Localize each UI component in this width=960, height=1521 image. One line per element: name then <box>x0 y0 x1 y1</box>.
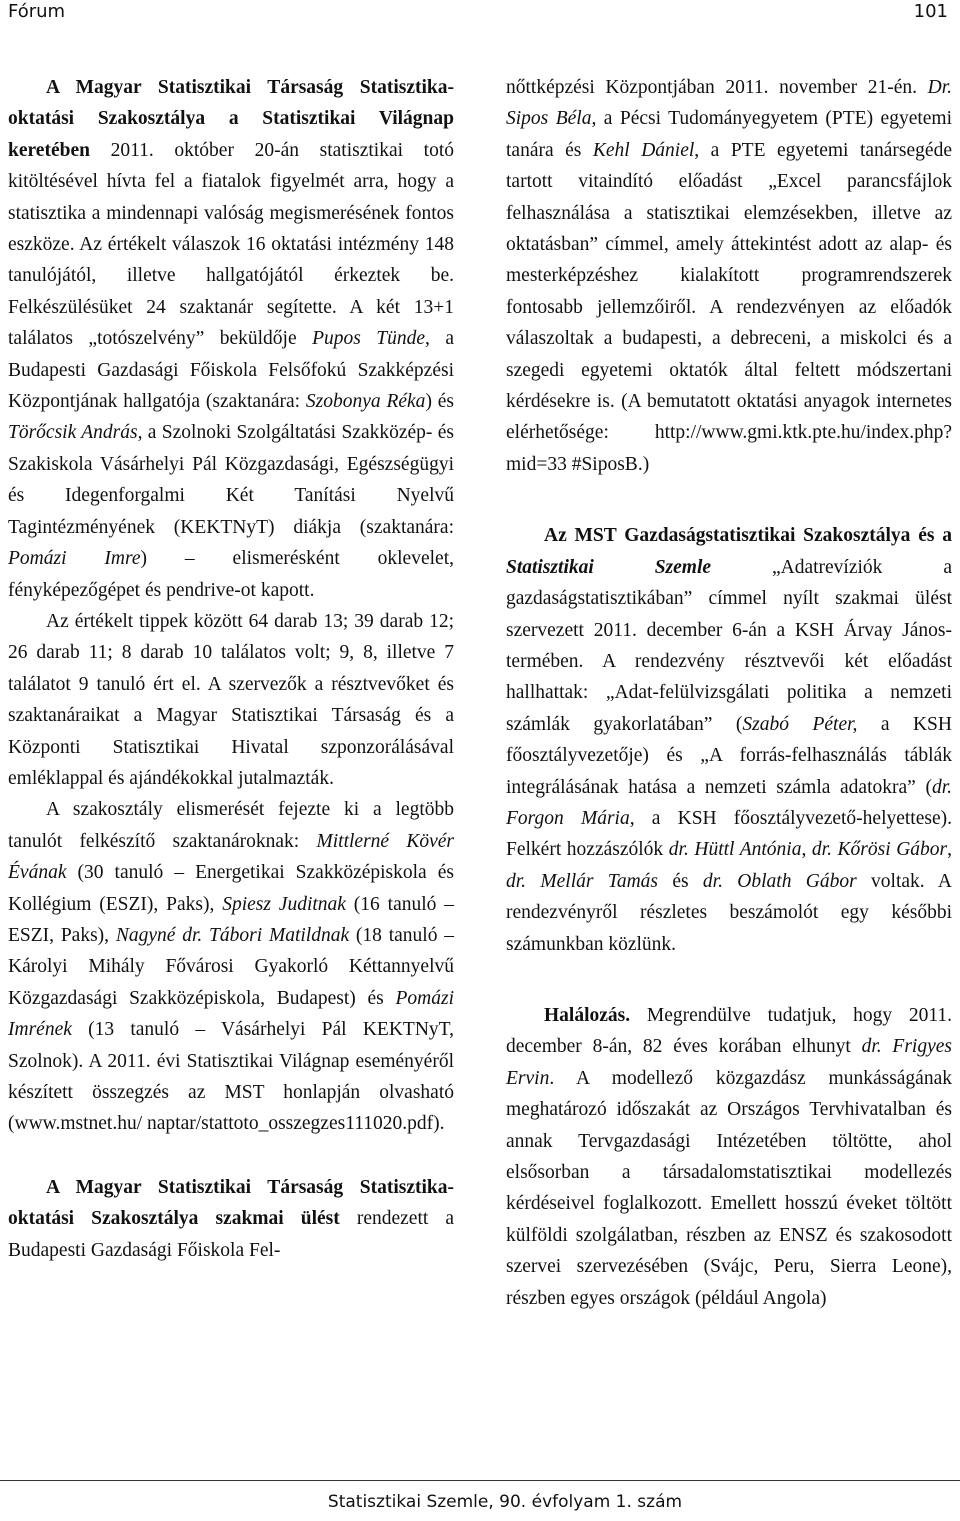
page-number: 101 <box>913 1 948 22</box>
text-run: Kehl Dániel <box>592 139 695 161</box>
text-run: ) – elismerésként oklevelet, fényképezőgépet és pendrive-ot kapott. <box>8 548 454 601</box>
text-run: Mittlerné Kövér Évának <box>8 830 454 884</box>
paragraph-gap <box>506 960 952 1000</box>
text-run: dr. Oblath Gábor <box>702 870 857 892</box>
left-column <box>8 72 454 1266</box>
text-run: (18 tanuló – Károlyi Mihály Fővárosi Gyakorló Kéttannyelvű Közgazdasági Szakközépiskola, Budapest) és <box>8 924 455 1009</box>
text-run: voltak. A rendezvényről részletes beszámolót egy későbbi számunkban közlünk. <box>506 870 952 955</box>
text-run: Szobonya Réka <box>305 391 426 413</box>
text-run: és <box>658 870 703 892</box>
text-run: A Magyar Statisztikai Társaság Statisztika-oktatási Szakosztálya a Statisztikai Világnap keretében <box>8 77 454 161</box>
text-run: Dr. Sipos Béla <box>506 77 952 130</box>
paragraph-tip-results <box>8 606 454 794</box>
text-run: , a Budapesti Gazdasági Főiskola Felsőfokú Szakképzési Központjának hallgatója (szaktanára: <box>8 328 455 413</box>
text-run: Statisztikai Szemle <box>506 556 712 578</box>
text-run: Szabó Péter, <box>742 713 858 735</box>
text-run: dr. Mellár Tamás <box>506 870 659 892</box>
text-run: Törőcsik András <box>8 422 138 444</box>
text-run: a KSH főosztályvezetője) és „A forrás-felhasználás táblák integrálásának hatása a nemzeti számla adatokra” ( <box>506 713 952 798</box>
text-run: , a KSH főosztályvezető-helyettese). Felkért hozzászólók <box>506 807 952 861</box>
paragraph-teacher-recognition <box>8 794 454 1139</box>
text-run: Spiesz Juditnak <box>222 893 346 915</box>
paragraph-gap <box>506 480 952 520</box>
paragraph-professional-meeting <box>8 1172 454 1266</box>
text-run: Az MST Gazdaságstatisztikai Szakosztálya és a <box>544 525 952 547</box>
text-run: dr. Frigyes Ervin <box>506 1036 953 1089</box>
text-run: Pomázi Imre <box>8 548 141 570</box>
text-run: Pupos Tünde <box>312 328 426 350</box>
footer-divider <box>0 1480 960 1481</box>
text-run: nőttképzési Központjában 2011. november 21-én. <box>506 77 928 98</box>
text-run: , a Pécsi Tudományegyetem (PTE) egyetemi tanára és <box>506 108 953 161</box>
paragraph-world-statistics-day <box>8 72 454 606</box>
text-run: . A modellező közgazdász munkásságának meghatározó időszakát az Országos Tervhivatalban és annak Tervgazdasági Intézetében töltötte, ahol elsősorban a társadalomstatisztikai modellezés kérdéseivel foglalkozott. Emellett hosszú éveket töltött külföldi szolgálatban, részben az ENSZ és szakosodott szervei szervezésében (Svájc, Peru, Sierra Leone), részben egyes országok (például Angola) <box>506 1067 952 1309</box>
text-run: ) és <box>425 391 454 413</box>
text-run: Halálozás. <box>544 1004 631 1026</box>
paragraph-meeting-continued <box>506 72 952 480</box>
text-run: , <box>801 839 812 861</box>
section-title: Fórum <box>8 1 66 22</box>
text-run: rendezett a Budapesti Gazdasági Főiskola Fel- <box>8 1208 455 1261</box>
journal-citation: Statisztikai Szemle, 90. évfolyam 1. szám <box>327 1492 683 1512</box>
text-run: „Adatrevíziók a gazdaságstatisztikában” címmel nyílt szakmai ülést szervezett 2011. december 6-án a KSH Árvay János-termében. A rendezvény résztvevői két előadást hallhattak: „Adat-felülvizsgálati politika a nemzeti számlák gyakorlatában” ( <box>506 556 953 735</box>
text-run: 2011. október 20-án statisztikai totó kitöltésével hívta fel a fiatalok figyelmét arra, hogy a statisztika a mindennapi valóság megismerésének fontos eszköze. Az értékelt válaszok 16 oktatási intézmény 148 tanulójától, illetve hallgatójától érkeztek be. Felkészülésüket 24 szaktanár segítette. A két 13+1 találatos „totószelvény” beküldője <box>8 139 454 350</box>
paragraph-gap <box>8 1140 454 1172</box>
text-run: , a Szolnoki Szolgáltatási Szakközép- és Szakiskola Vásárhelyi Pál Közgazdasági, Egészségügyi és Idegenforgalmi Két Tanítási Nyelvű Tagintézményének (KEKTNyT) diákja (szaktanára: <box>8 422 454 538</box>
text-run: A szakosztály elismerését fejezte ki a legtöbb tanulót felkészítő szaktanároknak: <box>8 799 454 852</box>
text-run: dr. Kőrösi Gábor <box>811 839 948 861</box>
text-run: (30 tanuló – Energetikai Szakközépiskola és Kollégium (ESZI), Paks), <box>8 862 454 915</box>
text-run: Megrendülve tudatjuk, hogy 2011. december 8-án, 82 éves korában elhunyt <box>506 1004 952 1058</box>
text-run: dr. Forgon Mária <box>506 776 952 829</box>
page-header <box>0 0 960 40</box>
page-footer <box>0 1490 960 1514</box>
paragraph-economic-statistics-section <box>506 520 952 960</box>
text-run: (13 tanuló – Vásárhelyi Pál KEKTNyT, Szolnok). A 2011. évi Statisztikai Világnap eseményéről készített összegzés az MST honlapján olvasható (www.mstnet.hu/ naptar/stattoto_osszegzes111020.pdf). <box>8 1019 454 1135</box>
right-column <box>506 72 952 1314</box>
text-run: , a PTE egyetemi tanársegéde tartott vitaindító előadást „Excel parancsfájlok felhasználása a statisztikai elemzésekben, illetve az oktatásban” címmel, amely áttekintést adott az alap- és mesterképzéshez kialakított programrendszerek fontosabb jellemzőiről. A rendezvényen az előadók válaszoltak a budapesti, a debreceni, a miskolci és a szegedi egyetemi oktatók által feltett módszertani kérdésekre is. (A bemutatott oktatási anyagok internetes elérhetősége: http://www.gmi.ktk.pte.hu/index.php?mid=33 #SiposB.) <box>506 139 952 475</box>
text-run: , <box>947 839 952 861</box>
text-run: (16 tanuló – ESZI, Paks), <box>8 893 454 946</box>
text-run: Pomázi Imrének <box>8 987 454 1041</box>
text-run: A Magyar Statisztikai Társaság Statisztika-oktatási Szakosztálya szakmai ülést <box>8 1176 454 1230</box>
text-run: Nagyné dr. Tábori Matildnak <box>115 924 350 946</box>
text-run: dr. Hüttl Antónia <box>668 839 802 861</box>
text-run: Az értékelt tippek között 64 darab 13; 39 darab 12; 26 darab 11; 8 darab 10 találatos volt; 9, 8, illetve 7 találatot 9 tanuló ért el. A szervezők a résztvevőket és szaktanáraikat a Magyar Statisztikai Társaság és a Központi Statisztikai Hivatal szponzorálásával emléklappal és ajándékokkal jutalmazták. <box>8 610 454 789</box>
paragraph-obituary <box>506 1000 952 1314</box>
